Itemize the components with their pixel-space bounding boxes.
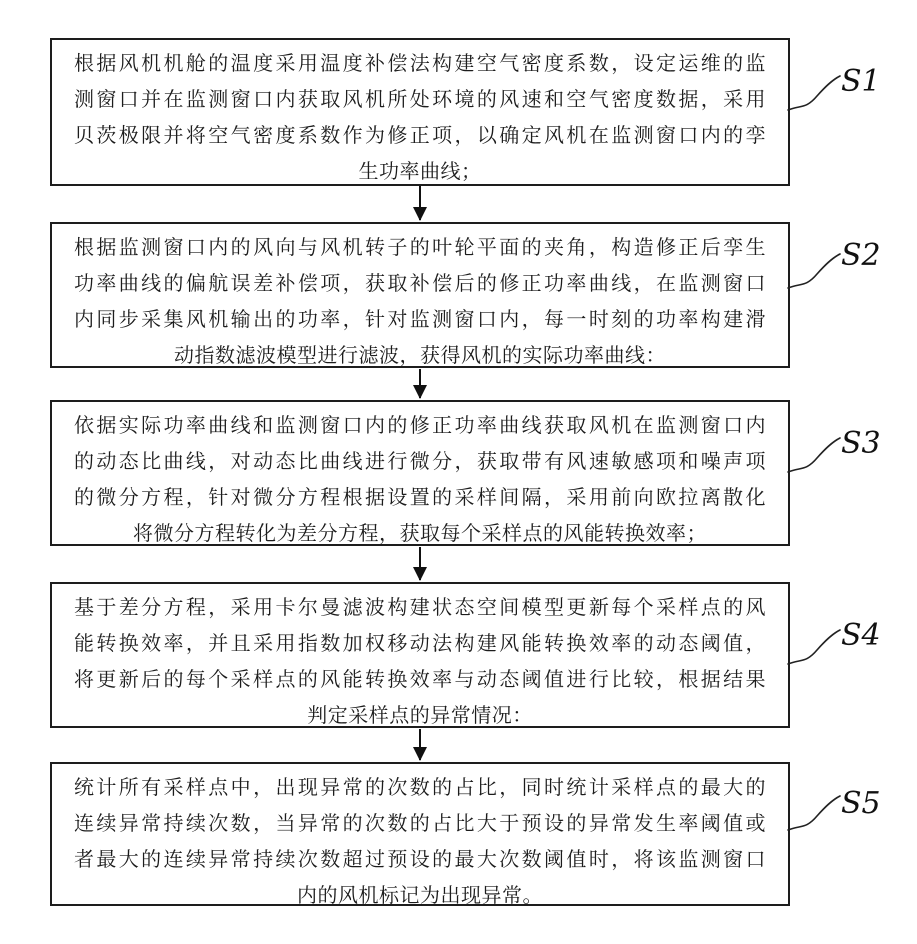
arrow-down-icon — [419, 186, 421, 220]
step-4-line-3: 将更新后的每个采样点的风能转换效率与动态阈值进行比较，根据结果 — [74, 669, 766, 691]
flow-step-2 — [50, 222, 790, 368]
step-3-line-4: 将微分方程转化为差分方程，获取每个采样点的风能转换效率； — [133, 523, 707, 545]
arrowhead-icon — [413, 385, 427, 399]
step-3-line-3: 的微分方程，针对微分方程根据设置的采样间隔，采用前向欧拉离散化 — [74, 487, 766, 509]
step-4-line-4: 判定采样点的异常情况： — [307, 705, 533, 727]
leader-line — [787, 626, 843, 668]
step-1-line-4: 生功率曲线； — [358, 161, 482, 183]
step-label-s1: S1 — [841, 64, 881, 99]
step-label-s2: S2 — [841, 238, 881, 273]
step-1-line-1: 根据风机机舱的温度采用温度补偿法构建空气密度系数，设定运维的监 — [74, 53, 766, 75]
step-2-line-1: 根据监测窗口内的风向与风机转子的叶轮平面的夹角，构造修正后孪生 — [74, 237, 766, 259]
step-label-s4: S4 — [841, 618, 881, 653]
arrow-down-icon — [419, 547, 421, 580]
step-4-line-1: 基于差分方程，采用卡尔曼滤波构建状态空间模型更新每个采样点的风 — [74, 597, 766, 619]
flow-step-4 — [50, 582, 790, 728]
step-5-line-4: 内的风机标记为出现异常。 — [297, 885, 543, 907]
leader-line — [787, 250, 843, 292]
step-5-line-3: 者最大的连续异常持续次数超过预设的最大次数阈值时，将该监测窗口 — [74, 849, 766, 871]
step-1-line-3: 贝茨极限并将空气密度系数作为修正项，以确定风机在监测窗口内的孪 — [74, 125, 766, 147]
step-2-line-2: 功率曲线的偏航误差补偿项，获取补偿后的修正功率曲线，在监测窗口 — [74, 273, 766, 295]
leader-line — [787, 434, 843, 476]
step-3-line-1: 依据实际功率曲线和监测窗口内的修正功率曲线获取风机在监测窗口内 — [74, 415, 766, 437]
step-1-line-2: 测窗口并在监测窗口内获取风机所处环境的风速和空气密度数据，采用 — [74, 89, 766, 111]
flow-step-3 — [50, 400, 790, 546]
step-label-s5: S5 — [841, 786, 881, 821]
flow-step-5 — [50, 762, 790, 906]
step-label-s3: S3 — [841, 426, 881, 461]
arrow-down-icon — [419, 369, 421, 398]
step-3-line-2: 的动态比曲线，对动态比曲线进行微分，获取带有风速敏感项和噪声项 — [74, 451, 766, 473]
arrowhead-icon — [413, 567, 427, 581]
step-5-line-2: 连续异常持续次数，当异常的次数的占比大于预设的异常发生率阈值或 — [74, 813, 766, 835]
step-2-line-4: 动指数滤波模型进行滤波，获得风机的实际功率曲线： — [174, 345, 666, 367]
step-5-line-1: 统计所有采样点中，出现异常的次数的占比，同时统计采样点的最大的 — [74, 777, 766, 799]
arrowhead-icon — [413, 207, 427, 221]
step-2-line-3: 内同步采集风机输出的功率，针对监测窗口内，每一时刻的功率构建滑 — [74, 309, 766, 331]
flow-step-1 — [50, 38, 790, 186]
leader-line — [787, 72, 843, 114]
arrow-down-icon — [419, 729, 421, 760]
arrowhead-icon — [413, 747, 427, 761]
leader-line — [787, 792, 843, 834]
step-4-line-2: 能转换效率，并且采用指数加权移动法构建风能转换效率的动态阈值， — [74, 633, 766, 655]
